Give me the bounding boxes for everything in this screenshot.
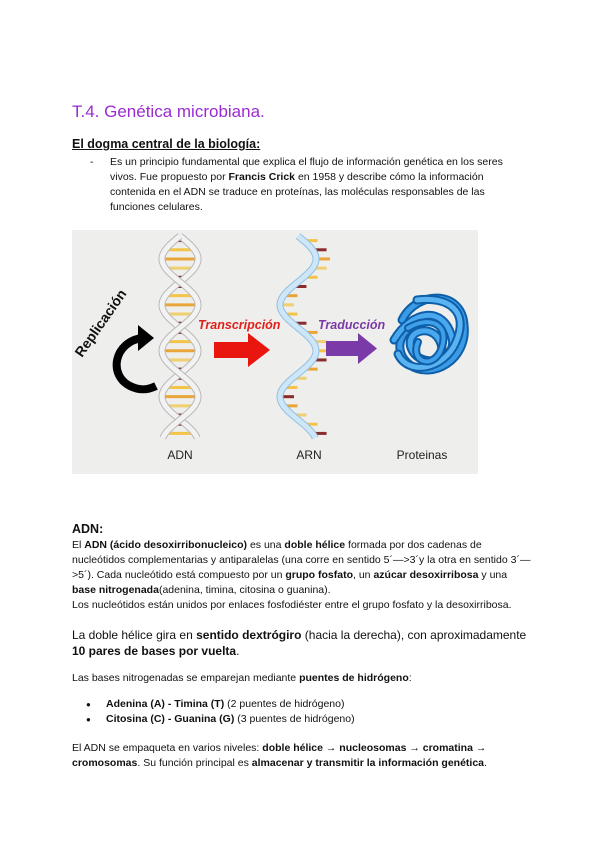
label-adn: ADN — [167, 448, 193, 462]
intro-paragraph: Es un principio fundamental que explica el flujo de información genética en los seres vivos. Fue propuesto por Francis Crick en 1958 y describe cómo la información contenida en el ADN se traduce en proteínas, las moléculas responsables de las funciones celulares. — [110, 156, 503, 213]
label-arn: ARN — [296, 448, 322, 462]
label-proteinas: Proteinas — [396, 448, 448, 462]
page-title: T.4. Genética microbiana. — [72, 102, 265, 121]
label-transcripcion: Transcripción — [198, 318, 281, 332]
label-traduccion: Traducción — [318, 318, 386, 332]
adn-paragraph-1: El ADN (ácido desoxirribonucleico) es una doble hélice formada por dos cadenas de nucleótidos complementarias y antiparalelas (una corre en sentido 5´—>3´y la otra en sentido 3´—>5´). Cada nucleótido está compuesto por un grupo fosfato, un azúcar desoxirribosa y una base nitrogenada(adenina, timina, citosina o guanina). — [72, 539, 531, 596]
rna-strand — [280, 236, 330, 438]
section-heading-dogma: El dogma central de la biología: — [72, 137, 261, 151]
translation-arrow-icon — [326, 333, 377, 364]
protein-blob-icon — [394, 298, 464, 370]
adn-paragraph-5: El ADN se empaqueta en varios niveles: doble hélice → nucleosomas → cromatina → cromosomas. Su función principal es almacenar y transmitir la información genética. — [72, 742, 487, 769]
dna-helix — [162, 236, 198, 438]
section-heading-adn: ADN: — [72, 522, 104, 536]
central-dogma-figure — [72, 230, 478, 474]
adn-paragraph-2: Los nucleótidos están unidos por enlaces fosfodiéster entre el grupo fosfato y la desoxirribosa. — [72, 599, 512, 611]
list-item: ● Citosina (C) - Guanina (G) (3 puentes de hidrógeno) — [72, 712, 355, 727]
dash-bullet: - — [90, 156, 94, 168]
base-pairs-list — [72, 697, 355, 727]
transcription-arrow-icon — [214, 333, 270, 367]
label-replicacion: Replicación — [72, 286, 130, 360]
adn-paragraph-3: La doble hélice gira en sentido dextrógiro (hacia la derecha), con aproximadamente 10 pares de bases por vuelta. — [72, 628, 527, 658]
list-item: ● Adenina (A) - Timina (T) (2 puentes de hidrógeno) — [72, 697, 355, 712]
intro-list-item — [90, 155, 530, 215]
adn-paragraph-4: Las bases nitrogenadas se emparejan mediante puentes de hidrógeno: — [72, 672, 412, 684]
central-dogma-illustration — [72, 230, 478, 474]
replication-arrow-icon — [117, 325, 156, 389]
